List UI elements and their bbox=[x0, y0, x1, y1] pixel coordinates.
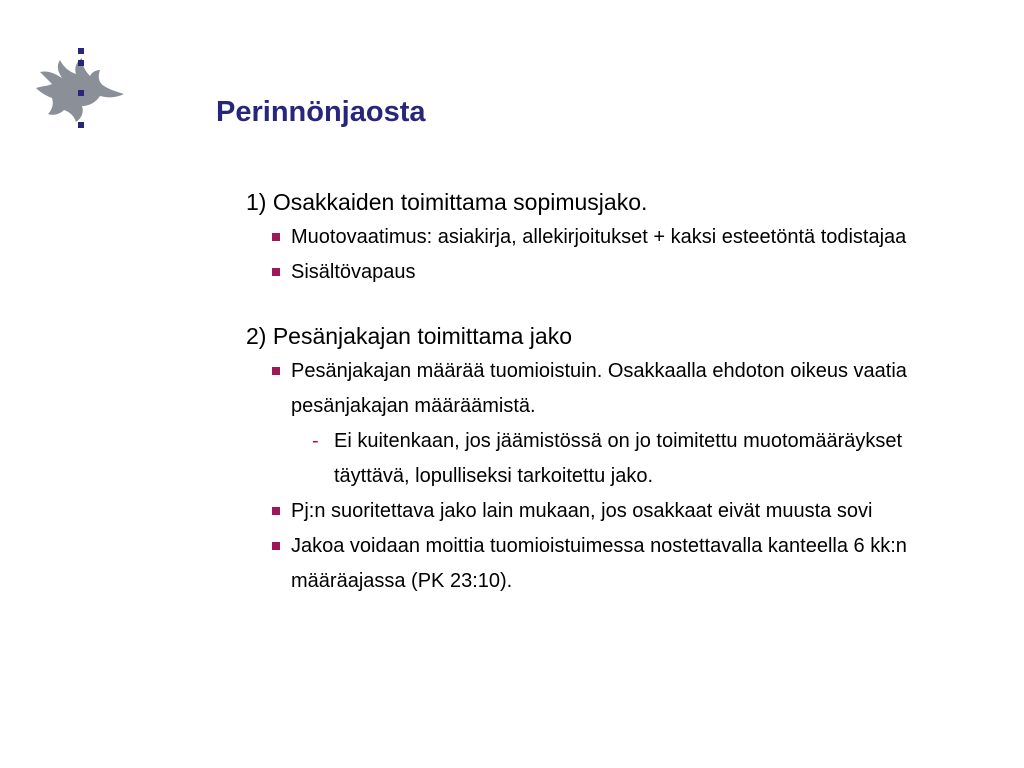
slide-title: Perinnönjaosta bbox=[216, 96, 426, 128]
section-2-heading: 2) Pesänjakajan toimittama jako bbox=[246, 323, 572, 349]
dash-bullet: - bbox=[312, 430, 319, 452]
section-1 bbox=[246, 184, 986, 290]
square-bullet-icon bbox=[272, 367, 280, 375]
sub-list-item bbox=[246, 424, 974, 494]
square-bullet-icon bbox=[272, 233, 280, 241]
logo-dot bbox=[78, 48, 84, 54]
list-item bbox=[246, 220, 981, 255]
section-2 bbox=[246, 318, 986, 599]
logo-dot bbox=[78, 90, 84, 96]
university-flame-logo-icon bbox=[34, 44, 126, 136]
list-item-text: Muotovaatimus: asiakirja, allekirjoitukset + kaksi esteetöntä todistajaa bbox=[291, 226, 907, 248]
section-1-heading: 1) Osakkaiden toimittama sopimusjako. bbox=[246, 189, 648, 215]
list-item bbox=[246, 354, 981, 424]
logo-dot bbox=[78, 122, 84, 128]
list-item bbox=[246, 255, 981, 290]
list-item-text: Pesänjakajan määrää tuomioistuin. Osakkaalla ehdoton oikeus vaatia pesänjakajan määräämistä. bbox=[291, 360, 907, 417]
list-item-text: Pj:n suoritettava jako lain mukaan, jos osakkaat eivät muusta sovi bbox=[291, 500, 873, 522]
slide-body bbox=[246, 184, 986, 599]
square-bullet-icon bbox=[272, 268, 280, 276]
list-item-text: Jakoa voidaan moittia tuomioistuimessa nostettavalla kanteella 6 kk:n määräajassa (PK 23:10). bbox=[291, 535, 907, 592]
logo-dot bbox=[78, 60, 84, 66]
square-bullet-icon bbox=[272, 542, 280, 550]
list-item bbox=[246, 529, 981, 599]
list-item-text: Sisältövapaus bbox=[291, 261, 416, 283]
list-item bbox=[246, 494, 981, 529]
square-bullet-icon bbox=[272, 507, 280, 515]
sub-list-item-text: Ei kuitenkaan, jos jäämistössä on jo toimitettu muotomääräykset täyttävä, lopulliseksi tarkoitettu jako. bbox=[334, 430, 903, 487]
